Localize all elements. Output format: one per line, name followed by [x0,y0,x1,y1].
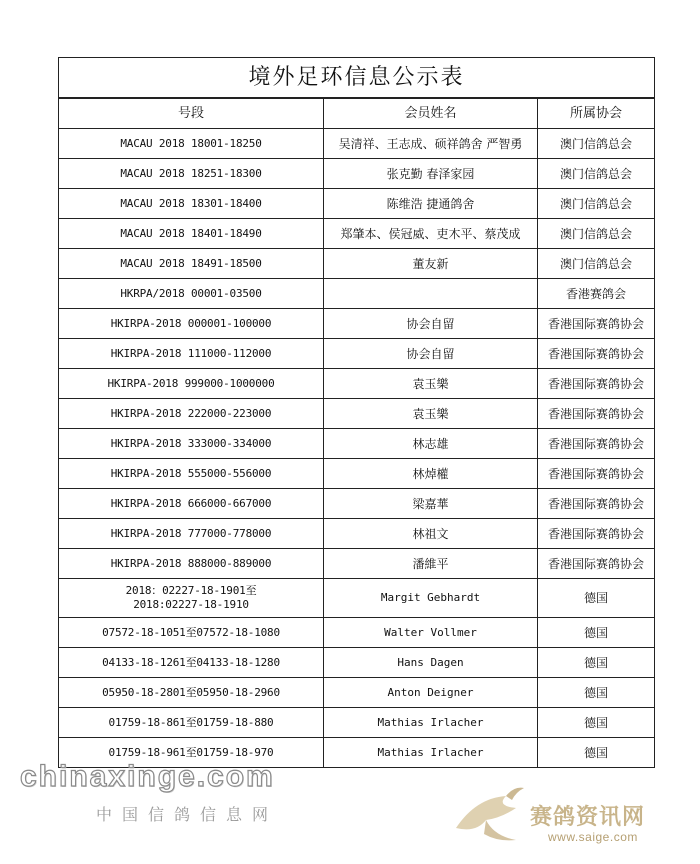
table-row [59,579,655,618]
row-number-range: MACAU 2018 18251-18300 [59,159,324,189]
row-association: 香港国际赛鸽协会 [538,549,655,579]
pigeon-logo-icon [446,778,536,850]
row-association: 澳门信鸽总会 [538,219,655,249]
table-row [59,369,655,399]
row-member-name: Margit Gebhardt [324,579,538,618]
row-member-name: 潘維平 [324,549,538,579]
row-association: 香港国际赛鸽协会 [538,339,655,369]
table-row [59,309,655,339]
row-number-range: MACAU 2018 18491-18500 [59,249,324,279]
row-number-range: 2018：02227-18-1901至 2018:02227-18-1910 [59,579,324,618]
table-row [59,189,655,219]
row-association: 香港国际赛鸽协会 [538,429,655,459]
row-number-range: HKIRPA-2018 222000-223000 [59,399,324,429]
table-row [59,399,655,429]
table-row [59,618,655,648]
row-member-name: Mathias Irlacher [324,738,538,768]
table-row [59,708,655,738]
row-member-name: 张克勤 春泽家园 [324,159,538,189]
row-member-name: 梁嘉華 [324,489,538,519]
row-member-name: 袁玉樂 [324,399,538,429]
header-association: 所属协会 [538,98,655,129]
row-number-range: HKIRPA-2018 888000-889000 [59,549,324,579]
row-association: 香港国际赛鸽协会 [538,369,655,399]
row-number-range: MACAU 2018 18401-18490 [59,219,324,249]
table-row [59,648,655,678]
row-association: 香港赛鸽会 [538,279,655,309]
row-member-name: 吴清祥、王志成、硕祥鸽舍 严智勇 [324,129,538,159]
row-number-range: 01759-18-861至01759-18-880 [59,708,324,738]
table-row [59,459,655,489]
row-member-name: 陈维浩 捷通鸽舍 [324,189,538,219]
row-association: 香港国际赛鸽协会 [538,489,655,519]
table-row [59,219,655,249]
row-number-range: MACAU 2018 18301-18400 [59,189,324,219]
row-number-range: HKIRPA-2018 333000-334000 [59,429,324,459]
row-member-name: 林焯權 [324,459,538,489]
row-number-range: 04133-18-1261至04133-18-1280 [59,648,324,678]
row-association: 德国 [538,708,655,738]
row-member-name: Anton Deigner [324,678,538,708]
row-member-name: 林祖文 [324,519,538,549]
row-number-range: 07572-18-1051至07572-18-1080 [59,618,324,648]
table-body [59,129,655,768]
row-association: 香港国际赛鸽协会 [538,309,655,339]
table-row [59,279,655,309]
row-number-range: HKIRPA-2018 000001-100000 [59,309,324,339]
table-row [59,429,655,459]
row-member-name: 董友新 [324,249,538,279]
table-row [59,339,655,369]
table-row [59,678,655,708]
table-row [59,129,655,159]
table-row [59,159,655,189]
row-association: 澳门信鸽总会 [538,159,655,189]
row-member-name: Walter Vollmer [324,618,538,648]
table-row [59,549,655,579]
table-row [59,489,655,519]
row-association: 香港国际赛鸽协会 [538,519,655,549]
row-association: 德国 [538,618,655,648]
row-member-name: 郑肇本、侯冠威、吏木平、蔡茂成 [324,219,538,249]
row-number-range: HKRPA/2018 00001-03500 [59,279,324,309]
row-member-name [324,279,538,309]
row-number-range: HKIRPA-2018 111000-112000 [59,339,324,369]
watermark-chinaxinge-subtitle: 中国信鸽信息网 [96,805,279,824]
row-number-range: 05950-18-2801至05950-18-2960 [59,678,324,708]
row-member-name: 协会自留 [324,339,538,369]
row-member-name: 袁玉樂 [324,369,538,399]
row-number-range: MACAU 2018 18001-18250 [59,129,324,159]
row-association: 德国 [538,738,655,768]
row-number-range: 01759-18-961至01759-18-970 [59,738,324,768]
row-association: 澳门信鸽总会 [538,129,655,159]
header-row [59,98,655,129]
table-row [59,249,655,279]
row-member-name: 林志雄 [324,429,538,459]
row-association: 香港国际赛鸽协会 [538,459,655,489]
row-association: 德国 [538,579,655,618]
row-member-name: Hans Dagen [324,648,538,678]
row-number-range: HKIRPA-2018 555000-556000 [59,459,324,489]
row-number-range: HKIRPA-2018 999000-1000000 [59,369,324,399]
row-member-name: 协会自留 [324,309,538,339]
header-number-range: 号段 [59,98,324,129]
row-association: 德国 [538,678,655,708]
row-association: 澳门信鸽总会 [538,249,655,279]
document-title: 境外足环信息公示表 [59,58,655,99]
row-association: 香港国际赛鸽协会 [538,399,655,429]
row-number-range: HKIRPA-2018 777000-778000 [59,519,324,549]
notice-table [58,57,655,768]
watermark-saige-title: 赛鸽资讯网 [530,805,646,830]
watermark-chinaxinge: chinaxinge.com [20,760,275,793]
header-member-name: 会员姓名 [324,98,538,129]
row-member-name: Mathias Irlacher [324,708,538,738]
watermark-saige-url: www.saige.com [548,830,638,844]
row-number-range: HKIRPA-2018 666000-667000 [59,489,324,519]
table-row [59,519,655,549]
row-association: 德国 [538,648,655,678]
row-association: 澳门信鸽总会 [538,189,655,219]
